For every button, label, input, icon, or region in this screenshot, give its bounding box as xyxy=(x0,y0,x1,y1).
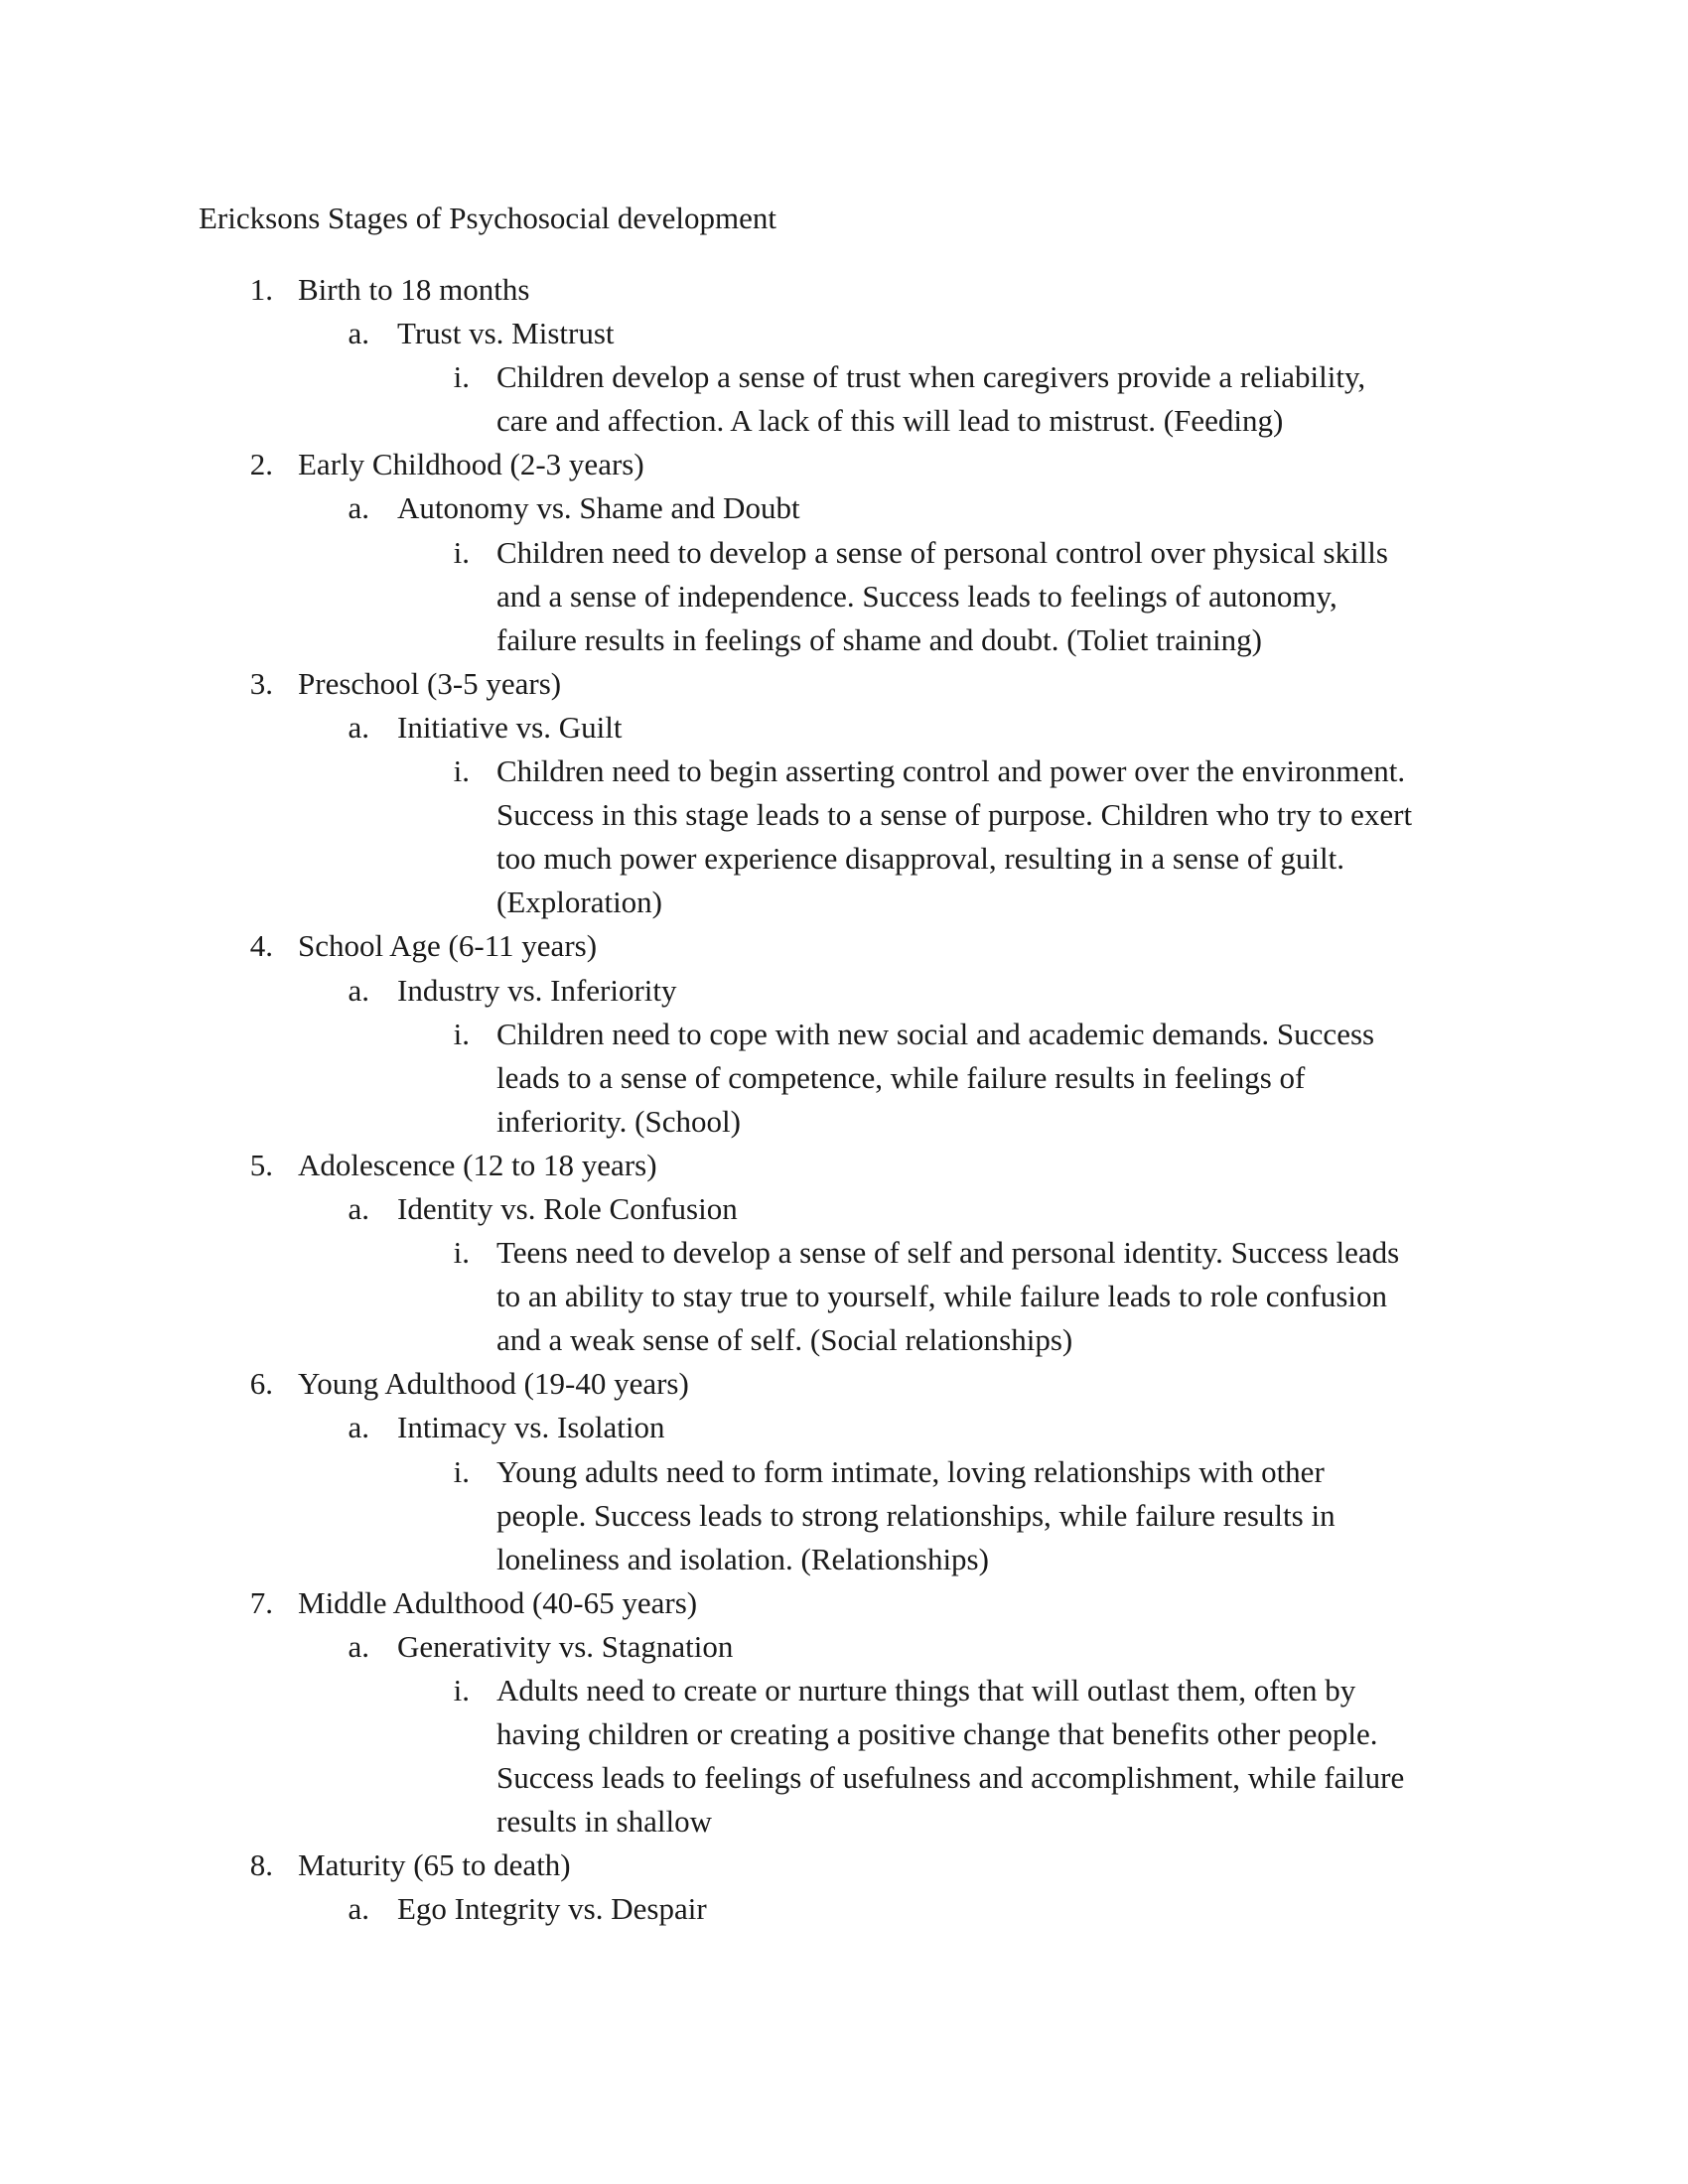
list-marker: a. xyxy=(348,316,369,351)
document-title: Ericksons Stages of Psychosocial development xyxy=(199,201,777,235)
stage-detail-line-text: Success leads to feelings of usefulness and accomplishment, while failure xyxy=(496,1760,1405,1796)
list-marker: 4. xyxy=(249,928,273,964)
stage-detail-line-text: and a sense of independence. Success leads to feelings of autonomy, xyxy=(496,578,1337,614)
stage-detail-line-text: inferiority. (School) xyxy=(496,1103,741,1139)
stage-conflict-text: Trust vs. Mistrust xyxy=(397,316,615,351)
stage-heading xyxy=(0,662,1688,706)
stage-detail-line xyxy=(0,1275,1688,1318)
stage-detail-line-text: Children develop a sense of trust when caregivers provide a reliability, xyxy=(496,359,1366,395)
list-marker: a. xyxy=(348,709,369,745)
stage-conflict xyxy=(0,312,1688,355)
list-marker: i. xyxy=(453,753,470,789)
stage-detail-line xyxy=(0,1494,1688,1538)
stage-conflict-text: Intimacy vs. Isolation xyxy=(397,1410,665,1445)
list-marker: 1. xyxy=(249,272,273,307)
stage-detail-line-text: care and affection. A lack of this will lead to mistrust. (Feeding) xyxy=(496,403,1284,439)
stage-detail-line xyxy=(0,618,1688,662)
stage-detail-line-text: Teens need to develop a sense of self and personal identity. Success leads xyxy=(496,1235,1400,1271)
stage-detail-line-text: Children need to develop a sense of personal control over physical skills xyxy=(496,534,1388,570)
stage-detail-line xyxy=(0,793,1688,837)
list-marker: 2. xyxy=(249,447,273,482)
stage-heading xyxy=(0,924,1688,968)
list-marker: i. xyxy=(453,359,470,395)
list-marker: a. xyxy=(348,490,369,526)
stage-conflict-text: Ego Integrity vs. Despair xyxy=(397,1891,707,1927)
stage-detail-line xyxy=(0,750,1688,793)
stage-heading xyxy=(0,1581,1688,1625)
stage-detail-line xyxy=(0,399,1688,443)
stage-detail-line-text: leads to a sense of competence, while failure results in feelings of xyxy=(496,1059,1306,1095)
list-marker: i. xyxy=(453,534,470,570)
stage-detail-line xyxy=(0,355,1688,399)
stage-detail-line xyxy=(0,1318,1688,1362)
stage-detail-line-text: people. Success leads to strong relationships, while failure results in xyxy=(496,1497,1336,1533)
list-marker: i. xyxy=(453,1453,470,1489)
stage-heading-text: Preschool (3-5 years) xyxy=(298,665,562,701)
stage-heading-text: Birth to 18 months xyxy=(298,272,530,307)
stage-heading-text: Middle Adulthood (40-65 years) xyxy=(298,1584,698,1620)
stage-detail-line xyxy=(0,1013,1688,1056)
stage-detail-line xyxy=(0,1712,1688,1756)
stage-detail-line xyxy=(0,1100,1688,1144)
stage-heading xyxy=(0,268,1688,312)
stage-detail-line-text: Adults need to create or nurture things that will outlast them, often by xyxy=(496,1673,1356,1707)
stage-detail-line xyxy=(0,1450,1688,1494)
stage-conflict-text: Identity vs. Role Confusion xyxy=(397,1190,738,1226)
stage-detail-line xyxy=(0,531,1688,575)
stage-heading-text: Maturity (65 to death) xyxy=(298,1847,571,1883)
list-marker: 7. xyxy=(249,1584,273,1620)
stage-heading-text: Adolescence (12 to 18 years) xyxy=(298,1147,657,1182)
stage-detail-line-text: loneliness and isolation. (Relationships) xyxy=(496,1541,989,1576)
stage-conflict xyxy=(0,486,1688,530)
stage-detail-line xyxy=(0,881,1688,924)
stage-heading-text: Young Adulthood (19-40 years) xyxy=(298,1366,689,1402)
stage-detail-line-text: failure results in feelings of shame and doubt. (Toliet training) xyxy=(496,621,1262,657)
stage-conflict xyxy=(0,969,1688,1013)
stage-detail-line-text: having children or creating a positive change that benefits other people. xyxy=(496,1716,1378,1752)
stage-detail-line xyxy=(0,1669,1688,1712)
stages-outline xyxy=(0,268,1688,1932)
stage-conflict xyxy=(0,706,1688,750)
list-marker: 6. xyxy=(249,1366,273,1402)
stage-conflict xyxy=(0,1887,1688,1931)
list-marker: 5. xyxy=(249,1147,273,1182)
stage-heading-text: Early Childhood (2-3 years) xyxy=(298,447,644,482)
stage-detail-line-text: results in shallow xyxy=(496,1804,712,1840)
list-marker: i. xyxy=(453,1016,470,1051)
stage-detail-line xyxy=(0,1800,1688,1843)
stage-heading-text: School Age (6-11 years) xyxy=(298,928,598,964)
stage-conflict xyxy=(0,1187,1688,1231)
list-marker: a. xyxy=(348,1190,369,1226)
stage-detail-line-text: (Exploration) xyxy=(496,885,663,920)
stage-heading xyxy=(0,1843,1688,1887)
stage-conflict xyxy=(0,1625,1688,1669)
stage-conflict-text: Initiative vs. Guilt xyxy=(397,709,623,745)
list-marker: a. xyxy=(348,1628,369,1664)
stage-detail-line-text: Success in this stage leads to a sense of purpose. Children who try to exert xyxy=(496,797,1413,833)
list-marker: i. xyxy=(453,1673,470,1707)
list-marker: 8. xyxy=(249,1847,273,1883)
stage-detail-line xyxy=(0,1756,1688,1800)
stage-detail-line-text: Children need to cope with new social and academic demands. Success xyxy=(496,1016,1375,1051)
stage-conflict-text: Industry vs. Inferiority xyxy=(397,972,677,1008)
stage-detail-line xyxy=(0,1231,1688,1275)
stage-conflict-text: Generativity vs. Stagnation xyxy=(397,1628,734,1664)
list-marker: a. xyxy=(348,1891,369,1927)
stage-heading xyxy=(0,1362,1688,1406)
stage-detail-line xyxy=(0,837,1688,881)
stage-detail-line xyxy=(0,1538,1688,1581)
stage-detail-line-text: Children need to begin asserting control and power over the environment. xyxy=(496,753,1406,789)
list-marker: a. xyxy=(348,972,369,1008)
list-marker: i. xyxy=(453,1235,470,1271)
stage-detail-line-text: too much power experience disapproval, resulting in a sense of guilt. xyxy=(496,841,1344,877)
stage-detail-line xyxy=(0,1056,1688,1100)
stage-conflict-text: Autonomy vs. Shame and Doubt xyxy=(397,490,800,526)
stage-conflict xyxy=(0,1406,1688,1449)
list-marker: a. xyxy=(348,1410,369,1445)
stage-heading xyxy=(0,1144,1688,1187)
stage-detail-line-text: Young adults need to form intimate, loving relationships with other xyxy=(496,1453,1325,1489)
list-marker: 3. xyxy=(249,665,273,701)
stage-heading xyxy=(0,443,1688,486)
stage-detail-line xyxy=(0,575,1688,618)
stage-detail-line-text: to an ability to stay true to yourself, while failure leads to role confusion xyxy=(496,1279,1388,1314)
stage-detail-line-text: and a weak sense of self. (Social relationships) xyxy=(496,1322,1073,1358)
